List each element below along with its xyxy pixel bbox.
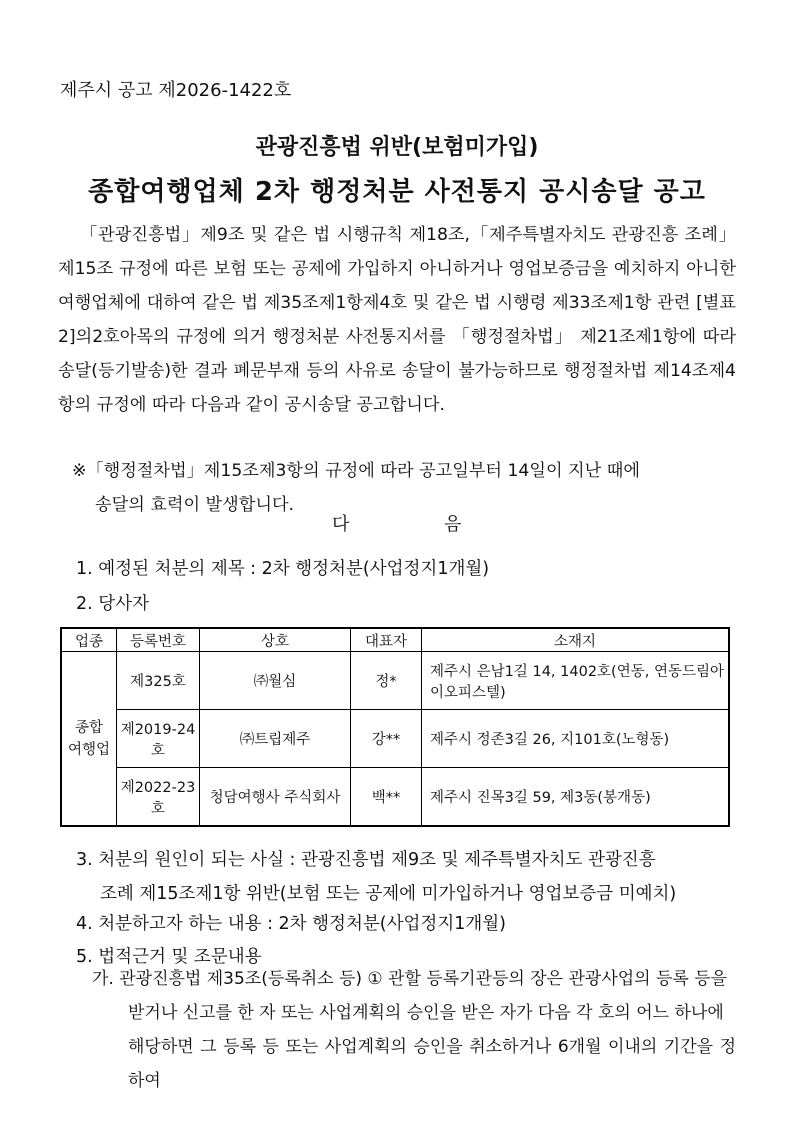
note-line-2: 송달의 효력이 발생합니다. <box>95 495 295 515</box>
sub-item-ga <box>92 962 736 1098</box>
rep-cell: 백** <box>351 768 422 827</box>
title-line-2: 종합여행업체 2차 행정처분 사전통지 공시송달 공고 <box>88 177 706 207</box>
sub-item-line-2: 받거나 신고를 한 자 또는 사업계획의 승인을 받은 자가 다음 각 호의 어느 하나에 <box>128 1003 724 1023</box>
table-row <box>61 768 729 827</box>
heading-da: 다 <box>332 514 350 535</box>
item-4: 4. 처분하고자 하는 내용 : 2차 행정처분(사업정지1개월) <box>76 914 506 934</box>
parties-table <box>60 627 730 827</box>
name-cell: ㈜트립제주 <box>200 710 351 768</box>
heading-eum: 음 <box>444 514 462 535</box>
address-cell: 제주시 은남1길 14, 1402호(연동, 연동드림아이오피스텔) <box>422 652 730 710</box>
rep-cell: 강** <box>351 710 422 768</box>
table-row <box>61 652 729 710</box>
header-name: 상호 <box>200 628 351 652</box>
header-category: 업종 <box>61 628 117 652</box>
item-3 <box>76 843 736 911</box>
item-3-line-1: 3. 처분의 원인이 되는 사실 : 관광진흥법 제9조 및 제주특별자치도 관광진흥 <box>76 850 656 870</box>
category-cell <box>61 652 117 827</box>
sub-item-line-1: 가. 관광진흥법 제35조(등록취소 등) ① 관할 등록기관등의 장은 관광사업의 등록 등을 <box>92 969 728 989</box>
address-cell: 제주시 정존3길 26, 지101호(노형동) <box>422 710 730 768</box>
notice-number: 제주시 공고 제2026-1422호 <box>60 80 292 101</box>
sub-item-line-3: 해당하면 그 등록 등 또는 사업계획의 승인을 취소하거나 6개월 이내의 기간을 정하여 <box>128 1037 736 1091</box>
note-line-1: ※「행정절차법」제15조제3항의 규정에 따라 공고일부터 14일이 지난 때에 <box>72 461 640 481</box>
item-5: 5. 법적근거 및 조문내용 <box>76 947 262 967</box>
title-line-1: 관광진흥법 위반(보험미가입) <box>255 135 539 160</box>
note <box>72 454 736 522</box>
name-cell: ㈜월심 <box>200 652 351 710</box>
name-cell: 청담여행사 주식회사 <box>200 768 351 827</box>
header-reg-no: 등록번호 <box>117 628 200 652</box>
item-2: 2. 당사자 <box>76 594 149 614</box>
header-address: 소재지 <box>422 628 730 652</box>
address-cell: 제주시 진목3길 59, 제3동(봉개동) <box>422 768 730 827</box>
item-3-line-2: 조례 제15조제1항 위반(보험 또는 공제에 미가입하거나 영업보증금 미예치) <box>100 884 677 904</box>
reg-no-cell: 제325호 <box>117 652 200 710</box>
reg-no-cell: 제2019-24호 <box>117 710 200 768</box>
category-line-1: 종합 <box>74 719 103 736</box>
table-row <box>61 710 729 768</box>
reg-no-cell: 제2022-23호 <box>117 768 200 827</box>
body-paragraph: 「관광진흥법」제9조 및 같은 법 시행규칙 제18조,「제주특별자치도 관광진흥 조례」 제15조 규정에 따른 보험 또는 공제에 가입하지 아니하거나 영업보증금을 예치하지 아니한 여행업체에 대하여 같은 법 제35조제1항제4호 및 같은 법 시행령 제33조제1항 관련 [별표2]의2호아목의 규정에 의거 행정처분 사전통지서를 「행정절차법」 제21조제1항에 따라 송달(등기발송)한 결과 폐문부재 등의 사유로 송달이 불가능하므로 행정절차법 제14조제4항의 규정에 따라 다음과 같이 공시송달 공고합니다. <box>58 225 736 415</box>
item-1: 1. 예정된 처분의 제목 : 2차 행정처분(사업정지1개월) <box>76 559 490 579</box>
rep-cell: 정* <box>351 652 422 710</box>
category-line-2: 여행업 <box>67 741 111 758</box>
table-header-row <box>61 628 729 652</box>
header-rep: 대표자 <box>351 628 422 652</box>
